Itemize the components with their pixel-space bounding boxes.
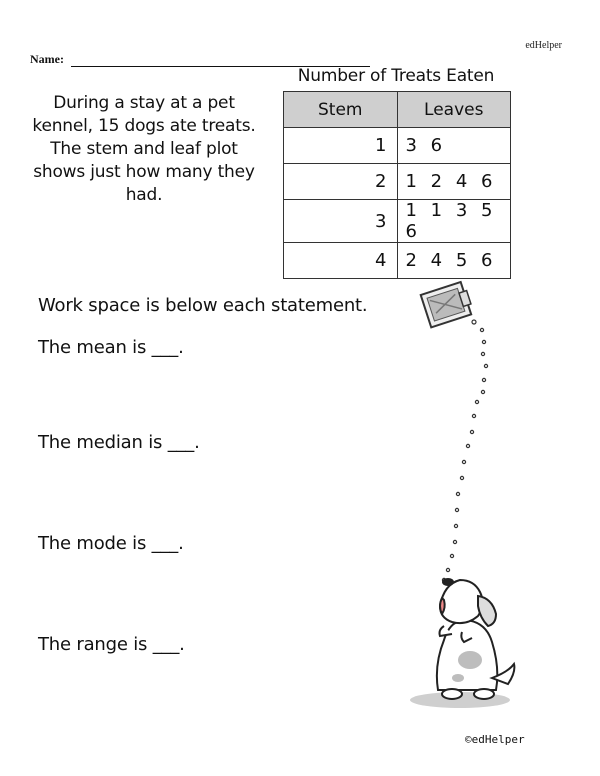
name-label: Name: <box>30 52 64 66</box>
stem-cell: 1 <box>284 128 398 164</box>
stem-cell: 2 <box>284 164 398 200</box>
stem-cell: 3 <box>284 200 398 243</box>
stem-leaf-table <box>283 91 511 279</box>
intro-paragraph: During a stay at a pet kennel, 15 dogs ate treats. The stem and leaf plot shows just how many they had. <box>32 93 256 205</box>
table-row <box>284 164 511 200</box>
question-median: The median is ___. <box>38 432 200 453</box>
table-row <box>284 243 511 279</box>
leaves-column-header: Leaves <box>397 92 511 128</box>
question-range: The range is ___. <box>38 634 185 655</box>
brand-label: edHelper <box>525 40 562 51</box>
question-mode: The mode is ___. <box>38 533 184 554</box>
name-field-row <box>30 52 370 67</box>
table-title: Number of Treats Eaten <box>297 66 495 86</box>
question-mean: The mean is ___. <box>38 337 184 358</box>
leaves-cell: 1 1 3 5 6 <box>397 200 511 243</box>
leaves-cell: 2 4 5 6 <box>397 243 511 279</box>
stem-column-header: Stem <box>284 92 398 128</box>
falling-treats-icon <box>442 320 487 582</box>
leaves-cell: 1 2 4 6 <box>397 164 511 200</box>
copyright-label: ©edHelper <box>465 733 525 746</box>
workspace-instructions: Work space is below each statement. <box>38 295 368 316</box>
table-row <box>284 200 511 243</box>
dog-catching-treats-illustration <box>400 280 560 720</box>
table-row <box>284 128 511 164</box>
stem-cell: 4 <box>284 243 398 279</box>
treat-box-icon <box>421 281 474 327</box>
leaves-cell: 3 6 <box>397 128 511 164</box>
dog-icon <box>437 579 515 699</box>
table-header-row <box>284 92 511 128</box>
